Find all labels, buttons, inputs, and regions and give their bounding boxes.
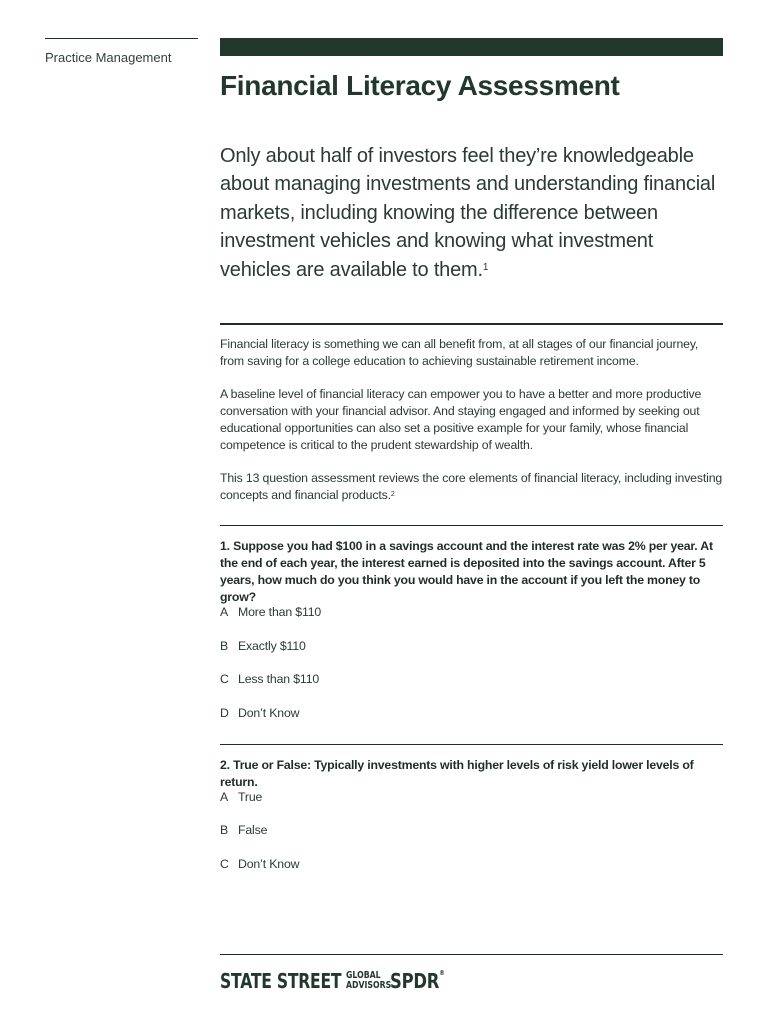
question-2-text: 2. True or False: Typically investments with higher levels of risk yield lower levels of return.: [220, 758, 694, 789]
option-label: More than $110: [238, 605, 322, 619]
body-paragraph-3-footnote: 2: [390, 491, 395, 498]
logo-global-advisors: [346, 970, 392, 991]
option-letter: D: [220, 706, 229, 720]
option-letter: C: [220, 857, 229, 871]
option-letter: C: [220, 672, 229, 686]
logo-state-street: STATE STREET: [220, 969, 342, 993]
body-paragraph-2: A baseline level of financial literacy can empower you to have a better and more productive conversation with your financial advisor. And staying engaged and informed by seeking out educational opportunities can also set a positive example for your family, whose financial competence is critical to the prudent stewardship of wealth.: [220, 387, 702, 452]
sidebar-rule: [45, 38, 198, 39]
option-letter: A: [220, 790, 229, 804]
option-label: False: [238, 823, 268, 837]
option-letter: B: [220, 823, 229, 837]
option-label: Don’t Know: [238, 857, 300, 871]
question-1-option-a[interactable]: [220, 605, 321, 619]
question-divider: [220, 525, 723, 526]
logo-advisors: ADVISORS: [346, 980, 392, 991]
section-label: Practice Management: [45, 50, 172, 65]
question-divider: [220, 744, 723, 745]
question-2-option-a[interactable]: [220, 790, 262, 804]
logo-spdr-text: SPDR: [390, 969, 440, 993]
intro-body: Only about half of investors feel they’re knowledgeable about managing investments and understanding financial markets, including knowing the difference between investment vehicles and knowing what investment vehicles are available to them.: [220, 145, 716, 281]
question-1-option-b[interactable]: [220, 639, 306, 653]
question-1-option-c[interactable]: [220, 672, 319, 686]
logo-spdr: [390, 969, 445, 993]
question-1-text: 1. Suppose you had $100 in a savings account and the interest rate was 2% per year. At the end of each year, the interest earned is deposited into the savings account. After 5 years, how much do you think you would have in the account if you left the money to grow?: [220, 539, 713, 604]
option-label: True: [238, 790, 263, 804]
body-paragraph-3-text: This 13 question assessment reviews the core elements of financial literacy, including investing concepts and financial products.: [220, 471, 723, 502]
option-label: Exactly $110: [238, 639, 306, 653]
option-label: Less than $110: [238, 672, 320, 686]
option-label: Don’t Know: [238, 706, 300, 720]
state-street-spdr-logo: [220, 968, 457, 994]
page-title: Financial Literacy Assessment: [220, 70, 620, 101]
header-bar: [220, 38, 723, 56]
question-2-option-c[interactable]: [220, 857, 299, 871]
option-letter: A: [220, 605, 229, 619]
section-divider: [220, 323, 723, 325]
option-letter: B: [220, 639, 229, 653]
body-paragraph-1: Financial literacy is something we can all benefit from, at all stages of our financial journey, from saving for a college education to achieving sustainable retirement income.: [220, 337, 699, 368]
question-2-option-b[interactable]: [220, 823, 267, 837]
intro-footnote: 1: [482, 261, 489, 273]
intro-text: [220, 142, 723, 284]
question-1-option-d[interactable]: [220, 706, 299, 720]
logo-global: GLOBAL: [346, 970, 381, 981]
body-paragraph-3: [220, 470, 723, 504]
footer-rule: [220, 954, 723, 955]
registered-mark: ®: [439, 969, 445, 977]
